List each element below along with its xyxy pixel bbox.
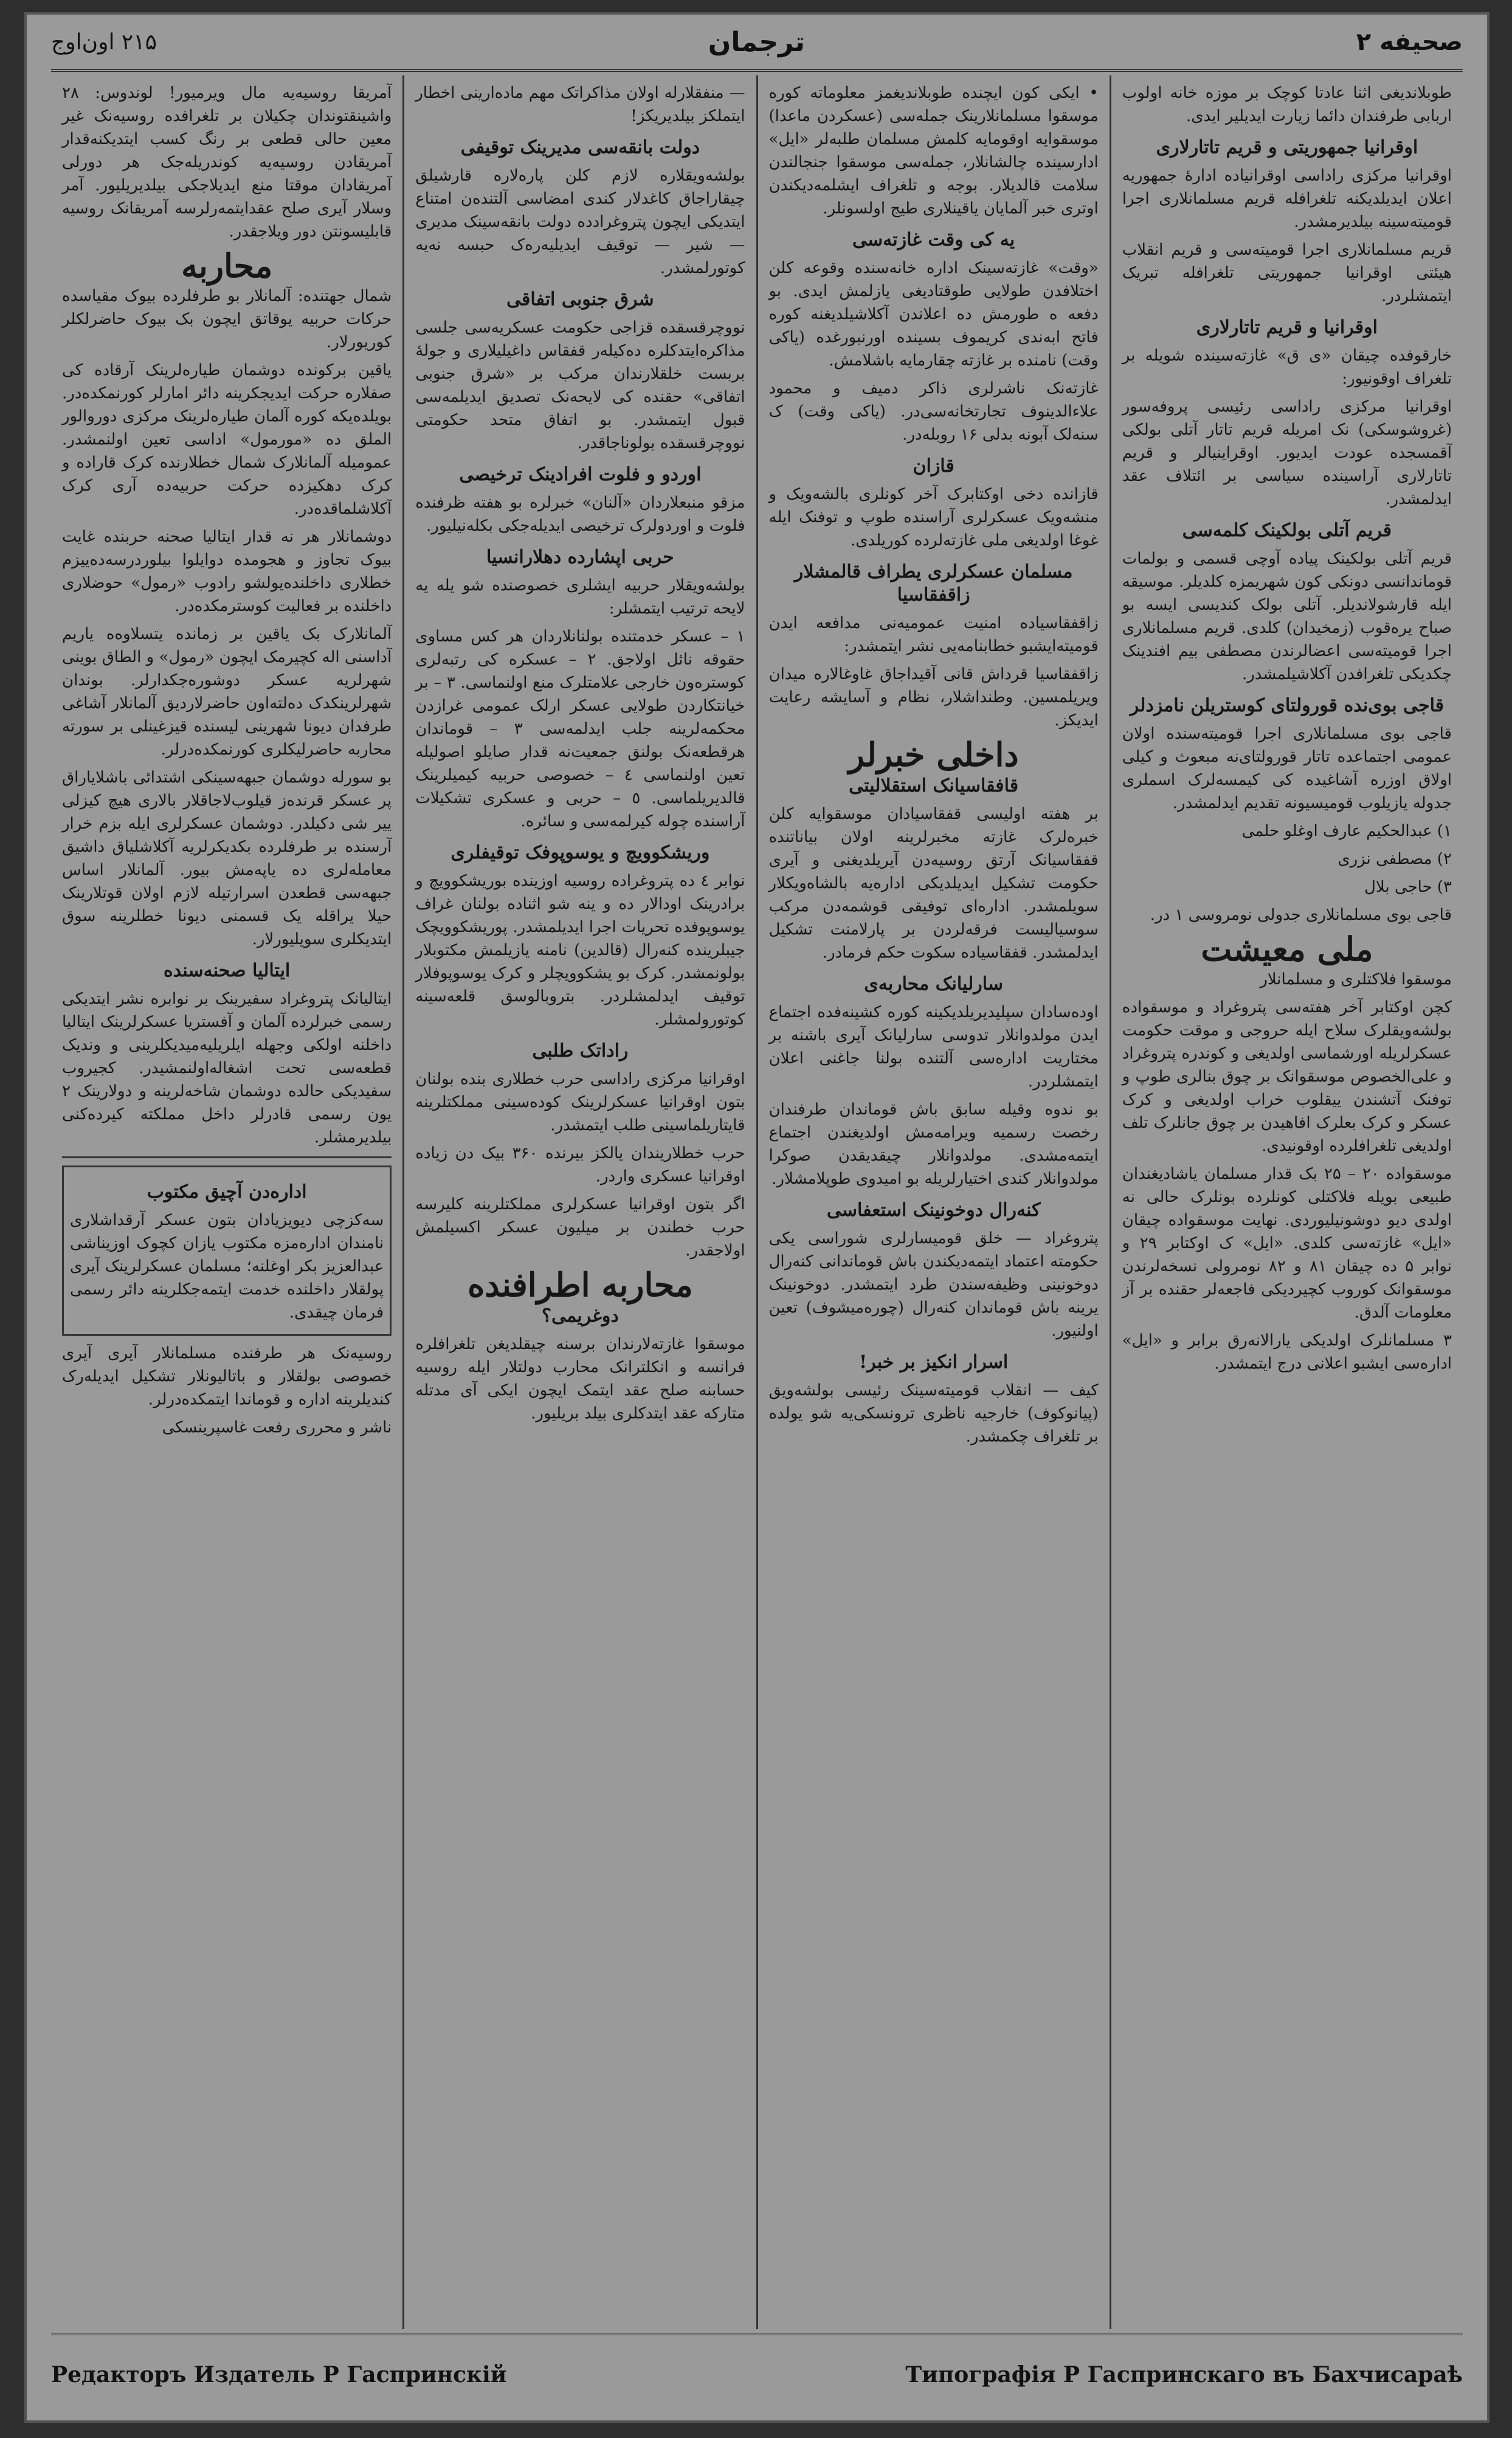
article-headline: راداتک طلبی: [532, 1040, 629, 1062]
article-paragraph: مزقو منبعلاردان «آلنان» خبرلره بو هفته ظرفنده فلوت و اوردولرک ترخیصی ایدیله‌جکی بکله‌نیلیور.: [415, 494, 745, 535]
article-paragraph: آمریقا روسیه‌یه مال ویرمیور! لوندوس: ۲۸ واشینقتوندان چکیلان بر تلغرافده روسیه‌نک غیر معین حالی قطعی بر رنگ کسب ایتدیکنه‌قدار آمریقادن روسیه‌یه کوندریله‌جک هر دورلی آمریقادان موقتا منع ایدیلاجکی بیلدیریلیور. آمر وسلار آیری صلح عقدایتمه‌رلرسه آمریقانک روسیه قابلیسونتن دور ویلاجقدر.: [62, 84, 392, 241]
article-headline: اوقرانیا و قریم تاتارلاری: [1196, 317, 1378, 338]
column-divider: [62, 1156, 392, 1158]
article-paragraph: آلمانلارک بک یاقین بر زمانده یتسلاوه‌ه یاریم آداسنی اله کچیرمک ایچون «رمول» و الطاق بوینی شهرلریه عسکر دوشوره‌جکدارلر. بوندان شهرلرینکدک ده‌لته‌اون حاضرلاردیق آلمانلار آشاغی طرفدان دیونا شهرینی لیسنده قیزغینلی بر سورته محاربه حاضرلیکلری کورنمکده‌درلر.: [62, 625, 392, 759]
open-letter-text: سه‌کزچی دیویزیادان بتون عسکر آرقداشلاری نامندان اداره‌مزه مکتوب یازان کچوک اوزیناشی عبدالعزیز بکر اوغلنه؛ مسلمان عسکرلرینک آیری پولقلار داخلنده خدمت ایتمه‌جکلرینه دائر رسمی فرمان چیقدی.: [70, 1211, 384, 1322]
section-heading: محاربه اطرافنده: [468, 1265, 693, 1304]
article-paragraph: شمال جهتنده: آلمانلار بو طرفلرده بیوک مقیاسده حرکات حربیه یوقاتق ایچون بک بیوک حاضرلکلر کوریورلار.: [62, 287, 392, 351]
article-paragraph: کیف — انقلاب قومیته‌سینک رئیسی بولشه‌ویق (پیانوکوف) خارجیه ناظری ترونسکی‌یه شو یولده بر تلغراف چکمشدر.: [768, 1381, 1099, 1446]
page-footer: [51, 2333, 1463, 2414]
article-paragraph: دوشمانلار هر نه قدار ایتالیا صحنه حربنده غایت بیوک تجاوز و هجومده دوایلوا بیلوردرسه‌ده‌ییزم خطلاری داخلنده‌یولشو رادوب «رمول» حوضلاری داخلنده بر فعالیت کوسترمکده‌در.: [62, 528, 392, 615]
candidate-list-item: ۲) مصطفی نزری: [1338, 850, 1452, 868]
article-headline: مسلمان عسکرلری یطراف قالمشلار زاقفقاسیا: [794, 561, 1073, 606]
article-paragraph: • ایکی کون ایچنده طوبلاندیغمز معلوماته کوره موسقوا مسلمانلارینک جمله‌سی (عسکردن ماعدا) موسقوایه اوقومایه کلمش مسلمان طلبه‌لر «ایل» ادارسینده چالشانلار، جمله‌سی موسقوا جنجالندن سلامت قالدیلار. بوجه و تلغراف ایشلمه‌دیکندن اوتری خبر آلمایان یاقینلاری طیج اولسونلر.: [768, 84, 1099, 218]
open-letter-box: [62, 1165, 392, 1336]
masthead: [51, 15, 1463, 72]
section-heading: محاربه: [181, 246, 273, 285]
article-headline: قافقاسیانک استقلالیتی: [849, 775, 1019, 796]
open-letter-title: اداره‌دن آچیق مکتوب: [147, 1181, 307, 1203]
editor-publisher: Редакторъ Издатель Р Гаспринскій: [51, 2362, 507, 2388]
article-headline: کنه‌رال دوخونینک استعفاسی: [826, 1200, 1041, 1221]
page-label: صحیفه ۲: [1356, 28, 1463, 56]
article-headline: یه کی وقت غازته‌سی: [852, 229, 1015, 250]
article-paragraph: حرب خطلاریندان یالکز بیرنده ۳۶۰ بیک دن زیاده اوقرانیا عسکری واردر.: [415, 1144, 745, 1186]
article-paragraph: یاقین برکونده دوشمان طیاره‌لرینک آرقاده کی صفلاره حرکت ایدیجکرینه دائر امارلر کورنمکده‌در. بویلده‌یکه کوره آلمان طیاره‌لرینک مرکزی دوروالور الملق ده «مورمول» اداسی تعین اولنمشدر. عمومیله آلمانلارک شمال خطلارنده کرک قاراده و کرک دهکیزده حرکت حربیه‌ده آری کرک آکلاشلماقده‌در.: [62, 361, 392, 518]
article-paragraph: اوقرانیا مرکزی راداسی حرب خطلاری بنده بولنان بتون اوقرانیا عسکرلرینک کوده‌سینی مملکتلرینه قایتاریلماسینی طلب ایتمشدر.: [415, 1070, 745, 1134]
issue-number: ۲۱۵ اون‌اوج: [51, 29, 157, 55]
newspaper-title: ترجمان: [708, 26, 805, 58]
article-paragraph: موسقواده ۲۰ – ۲۵ بک قدار مسلمان یاشادیغندان طبیعی بویله فلاکتلی کونلرده بونلرک حالی نه اولدی دیو دوشونیلیوردی. نهایت موسقواده چیقان «ایل» غازته‌سی کلدی. «ایل» ک اوکتابر ۲۹ و نوابر ۵ ده چیقان ۸۱ و ۸۲ نومرولی نسخه‌لرندن موسقوانک کوروب کچیردیکی فاجعه‌لر حقنده بر آز معلومات آلدق.: [1122, 1165, 1452, 1322]
article-paragraph: اوقرانیا مرکزی راداسی رئیسی پروفه‌سور (غروشوسکی) نک امریله قریم تاتار آتلی بولکی آقمسجده عودت ایدیور. اوقراینیالر و قریم تاتارلاری آراسینده سیاسی بر ائتلاف عقد ایدلمشدر.: [1122, 398, 1452, 508]
article-paragraph: زاقفقاسیاده امنیت عمومیه‌نی مدافعه ایدن قومیته‌ایشبو خطابنامه‌یی نشر ایتمشدر:: [768, 614, 1099, 655]
article-paragraph: اگر بتون اوقرانیا عسکرلری مملکتلرینه کلیرسه حرب خطندن بر میلیون عسکر اکسیلمش اولاجقدر.: [415, 1195, 745, 1260]
article-paragraph: ۱ – عسکر خدمتنده بولنانلاردان هر کس مساوی حقوقه نائل اولاجق. ۲ – عسکره کی رتبه‌لری کوستره‌ون خارجی علامتلرک منع اولنماسی. ۳ – بر خیانتکاردن طولایی عسکر ارلک عمومی غرازدن محکمه‌لرینه جلب ایدلمه‌سی ۳ – قوماندان هرقطعه‌نک بولنق جمعیت‌نه قدار صایلو اصولیله تعین اولنماسی ٤ – خصوصی حربیه کیمیلرینک قالدیریلماسی. ٥ – حربی و عسکری تشکیلات آراسنده چوله‌ کیرلمه‌سی و سائره.: [415, 627, 745, 831]
article-paragraph: — منفقلارله اولان مذاکراتک مهم ماده‌ارینی اخطار ایتملکز بیلدیریکز!: [415, 84, 745, 125]
article-paragraph: خارقوفده چیقان «ی ق» غازته‌سینده شویله بر تلغراف اوقونیور:: [1122, 347, 1452, 388]
article-paragraph: «وقت» غازته‌سینک اداره خانه‌سنده وقوعه کلن اختلافدن طولایی طوقتادیغی یازلمش ایدی. بو دفعه ه طورمش ده اعلاندن آکلاشیلدیغنه کوره فاتح ابه‌ندی کریموف بسینده اورنبورغده (یاکی وقت) نامنده بر غازته چقارمایه باشلامش.: [768, 259, 1099, 370]
article-paragraph: قریم آتلی بولکینک پیاده آوچی قسمی و بولمات قوماندانسی دونکی کون شهریمزه کلدیلر. موسیقه ایله قارشولاندیلر. آتلی بولک کندیسی ایسه بو صباح یره‌قوب (زمخیدان) کلدی. قریم مسلمانلاری اجرا قومیته‌سی اعضالرندن مصطفی بیم افندینک چکدیکی تلغرافدن آکلاشیلمشدر.: [1122, 550, 1452, 683]
article-paragraph: اوده‌سادان سپلیدیریلدیکینه کوره کشینه‌فده اجتماع ایدن مولدوانلار تدوسی سارلیانک آیری باشنه بر مختاریت اداره‌سی آلتنده بولنا جاغنی اعلان ایتمشلردر.: [768, 1003, 1099, 1091]
footer-left: [51, 2362, 506, 2388]
article-headline: دوغریمی؟: [542, 1305, 619, 1327]
article-headline: اوردو و فلوت افرادینک ترخیصی: [459, 464, 702, 485]
article-paragraph: ایتالیانک پتروغراد سفیرینک بر نوابره نشر ایتدیکی رسمی خبرلرده آلمان و آفستریا عسکرلرینک ایتالیا داخلنه اولکی وجهله ایلریلیه‌میدیکلرینی و وندیک قطعه‌سی تحت اشغاله‌اولنمشیدر. کجیروب سفیدیکی حالده دوشمان شاخه‌لرینه و دولارینک ۲ یون رسمی قادرلر داخل مملکته کیرده‌کنی بیلدیرمشلر.: [62, 990, 392, 1147]
article-paragraph: قاجی بوی مسلمانلاری اجرا قومیته‌سنده اولان عمومی اجتماعده تاتار قورولتای‌نه مبعوث و کیلی اولاق اوزره آشاغیده کی کیمسه‌لرک اسملری جدوله یازیلوب قومیسیونه تقدیم ایدلمشدر.: [1122, 725, 1452, 812]
article-paragraph: قریم مسلمانلاری اجرا قومیته‌سی و قریم انقلاب هیئتی اوقرانیا جمهوریتی تلغرافله تبریک ایتمشلردر.: [1122, 241, 1452, 305]
article-headline: اسرار انکیز بر خبر!: [858, 1352, 1009, 1373]
article-paragraph: بو سورله دوشمان جبهه‌سینکی اشتدائی باشلایاراق پر عسکر قرنده‌ز قیلوب‌لاجاقلار بالاری هیچ کیزلی ییر شی دکیلدر. دوشمان عسکرلری ایله بزم خرار آرسنده بر طرفلرده بکدیکرلریه آکلاشلیاق داشیق معامله‌لری ده یاپه‌مش بیور. آلمانلار اساس جبهه‌سی قطعدن اسرارتیله لازم اولان قوتلارینک حیلا یراقله یک قسمنی دیونا خطلرینه سوق ایتدیکلری سویلیورلار.: [62, 768, 392, 948]
article-headline: ایتالیا صحنه‌سنده: [163, 960, 291, 981]
article-paragraph: نووچرقسقده قزاجی حکومت عسکریه‌سی جلسی مذاکره‌ایتدکلره ده‌کیله‌ر قفقاس داغیلیلاری و جولهٔ بربست خلقلارندان مرکب بر «شرق جنوبی اتفاقی» حقنده کی لایحه‌نک تصدیق ایدیلمه‌سی قبول ایتمشدر. بو اتفاق متحد حکومتی نووچرقسقده بولوناجاقدر.: [415, 319, 745, 452]
article-headline: سارلیانک محاربه‌ی: [864, 973, 1003, 995]
column-3: [402, 75, 756, 2329]
article-headline: دولت بانقه‌سی مدیرینک توقیفی: [460, 137, 700, 158]
article-headline: وریشکوویچ و یوسوپوفک توقیفلری: [450, 842, 710, 863]
article-paragraph: روسیه‌نک هر طرفنده مسلمانلار آیری آیری خصوصی بولقلار و باتالیونلار تشکیل ایدیله‌رک کندیلرینه اداره و قوماندا ایتمکده‌درلر.: [62, 1344, 392, 1409]
article-columns: [51, 75, 1463, 2329]
printer-imprint: Типографія Р Гаспринскаго въ Бахчисараѣ: [905, 2362, 1463, 2388]
article-paragraph: بر هفته اولیسی قفقاسیادان موسقوایه کلن خبره‌لرک غازته مخبرلرینه اولان بیاناتنده قفقاسیانک آرتق روسیه‌دن آیریلدیغنی و آیری حکومت تشکیل ایدیلدیکی اداره‌یه بالشاه‌ویکلار سویلمشدر. اداره‌ای توفیقی قوشمه‌دن مرکب سوسیالیست فرقه‌لردن بر پارلامنت تشکیل ایدلمشدر. قفقاسیاده سکوت حکم فرمادر.: [768, 805, 1099, 962]
article-paragraph: اوقرانیا مرکزی راداسی اوقرانیاده ادارهٔ جمهوریه اعلان ایدیلدیکنه تلغرافله قریم مسلمانلاری اجرا قومیته‌سینه بیلدیرمشدر.: [1122, 167, 1452, 231]
article-paragraph: بولشه‌ویقلاره لازم کلن پاره‌لاره قارشیلق چیقاراجاق کاغدلار کندی امضاسی آلتنده‌ن امتناع ایتدیکی ایچون پتروغرادده دولت بانقه‌سینک مدیری — شیر — توقیف ایدیلیه‌ره‌ک حبسه نه‌یه کوتورلمشدر.: [415, 167, 745, 277]
article-headline: قاجی بوی‌نده قورولتای کوستریلن نامزدلر: [1130, 695, 1445, 716]
article-paragraph: موسقوا فلاکتلری و مسلمانلار: [1260, 970, 1452, 989]
article-headline: شرق جنوبی اتفاقی: [506, 289, 654, 310]
article-paragraph: موسقوا غازته‌لارندان برسنه چیقلدیغن تلغرافلره فرانسه و انکلترانک محارب دولتلار ایله روسیه حسابنه صلح عقد ایتمک ایچون ایکی آی مدتله متارکه عقد ایتدکلری بیلد بریلیور.: [415, 1335, 745, 1423]
article-paragraph: قاجی بوی مسلمانلاری جدولی نومروسی ۱ در.: [1150, 906, 1452, 924]
article-paragraph: ناشر و محرری رفعت غاسپرینسکی: [162, 1418, 392, 1437]
article-paragraph: قازانده دخی اوکتابرک آخر کونلری بالشه‌ویک و منشه‌ویک عسکرلری آراسنده طوپ و توفنک ایله غوغا اولدیغی ملی غازته‌لرده کوریلدی.: [768, 485, 1099, 550]
article-paragraph: بو ندوه وقیله سابق باش قوماندان طرفندان رخصت رسمیه ویرامه‌مش اولدیغندن اجتماع ایتمه‌مشدی. مولدوانلار چیقدیقدن صوکرا مولدوانلار کندی اختیارلریله بو امیدوی طوپلامشلار.: [768, 1100, 1099, 1188]
column-1: [1110, 75, 1463, 2329]
article-paragraph: غازته‌نک ناشرلری ذاکر دمیف و محمود علاءالدینوف تجارتخانه‌سی‌در. (یاکی وقت) ک سنه‌لک آبونه بدلی ۱۶ روبله‌در.: [768, 379, 1099, 444]
article-headline: قریم آتلی بولکینک کلمه‌سی: [1182, 520, 1392, 541]
article-paragraph: زاقفقاسیا قرداش قانی آقیداجاق غاوغالاره میدان ویریلمسین. وطنداشلار، نظام و آسایشه رعایت ایدیکز.: [768, 665, 1099, 730]
article-paragraph: نوابر ٤ ده پتروغراده روسیه اوزینده بوریشکوویچ و برادرینک اودالار ده و ینه شو اثناده بولنان غراف یوسوپوفده تحریات اجرا ایدیلمشدر. پوریشکوویچک جیبلرینده کنه‌رال (قالدین) نامنه یازیلمش مکتوبلار بولونمشدر. کرک بو یشکوویچلر و کرک یوسوپوفلار توقیف ایدلمشلردر. بتروبالوسق قلعه‌سینه کوتورولمشلر.: [415, 872, 745, 1029]
column-2: [756, 75, 1110, 2329]
article-paragraph: بولشه‌ویقلار حربیه ایشلری خصوصنده شو یله یه لایحه ترتیب ایتمشلر:: [415, 576, 745, 618]
candidate-list-item: ۳) حاجی بلال: [1364, 878, 1452, 896]
article-paragraph: ۳ مسلمانلرک اولدیکی یارالانه‌رق برابر و «ایل» اداره‌سی ایشبو اعلانی درج ایتمشدر.: [1122, 1331, 1452, 1373]
section-heading: داخلی خبرلر: [848, 735, 1019, 774]
article-paragraph: طوبلاندیغی اثنا عادتا کوچک بر موزه خانه اولوب اربابی طرفندان دائما زیارت ایدیلیر ایدی.: [1122, 84, 1452, 125]
article-headline: قازان: [913, 455, 954, 477]
newspaper-page: [24, 12, 1490, 2423]
article-paragraph: کچن اوکتابر آخر هفته‌سی پتروغراد و موسقواده بولشه‌ویقلرک سلاح ایله حروجی و موقت حکومت عسکرلریله اورشماسی اولدیغی و کوندره پتروغراد و علی‌الخصوص موسقوانک بر چوق بنالری طوپ و توفنک آتشندن ییقلوب خراب اولدیغی و کرک عسکر و کرک بعلرک افاهیدن بر چوق جانلرک تلف اولدیغی تلغرافلرده اوقونیدی.: [1122, 998, 1452, 1155]
article-headline: اوقرانیا جمهوریتی و قریم تاتارلاری: [1156, 137, 1418, 158]
article-headline: حربی اپشارده دهلارانسیا: [486, 547, 674, 568]
section-heading: ملی معیشت: [1201, 930, 1373, 969]
article-paragraph: پتروغراد — خلق قومیسارلری شوراسی یکی حکومته اعتماد ایتمه‌دیکندن باش قوماندانی کنه‌رال دوخونینی وظیفه‌سندن طرد ایتمشدر. دوخونینک یرینه باش قوماندان کنه‌رال (چوره‌میشوف) تعین اولنیور.: [768, 1229, 1099, 1340]
column-4: [51, 75, 402, 2329]
candidate-list-item: ۱) عبدالحکیم عارف اوغلو حلمی: [1241, 822, 1452, 840]
